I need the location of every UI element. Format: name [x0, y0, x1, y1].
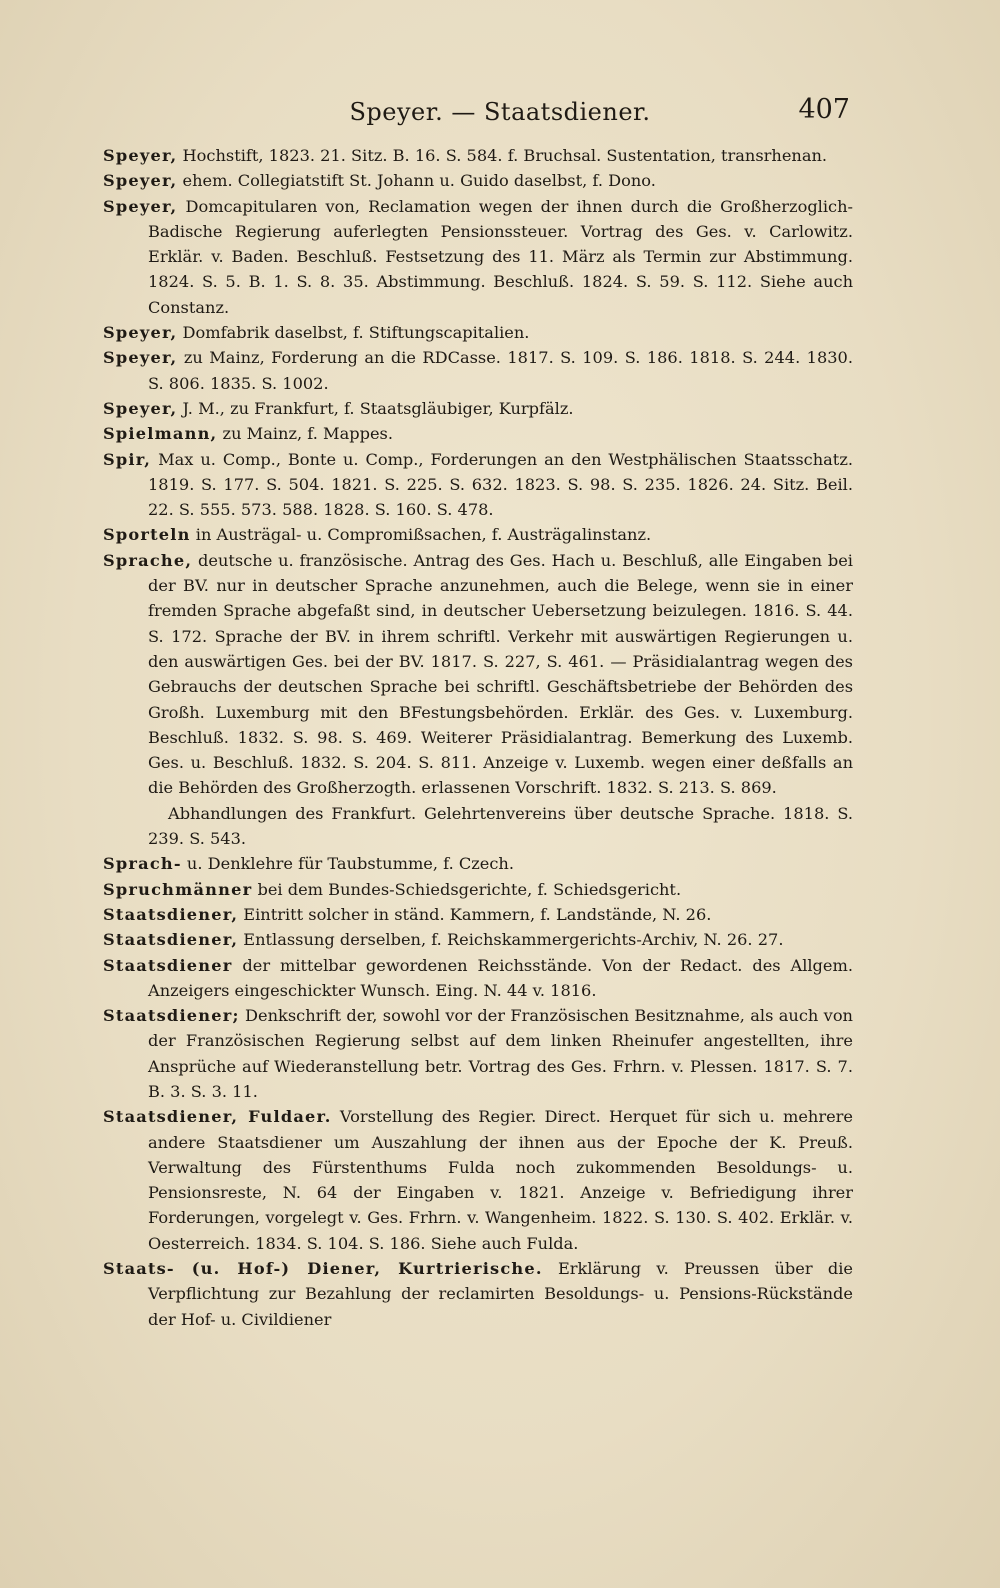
entry-text: Domfabrik daselbst, f. Stiftungscapitalien.	[177, 323, 530, 343]
entry-keyword: Speyer,	[103, 323, 178, 343]
index-entry	[103, 194, 853, 320]
entry-keyword: Sprach-	[103, 854, 182, 874]
entry-keyword: Spielmann,	[103, 424, 218, 444]
entry-text: zu Mainz, f. Mappes.	[217, 424, 393, 444]
index-entry	[103, 396, 853, 421]
page-number: 407	[798, 94, 850, 125]
entry-text: der mittelbar gewordenen Reichsstände. Von der Redact. des Allgem. Anzeigers eingeschickter Wunsch. Eing. N. 44 v. 1816.	[148, 955, 853, 1000]
entry-keyword: Spruchmänner	[103, 879, 253, 899]
index-entries	[103, 143, 853, 1332]
index-entry	[103, 320, 853, 345]
entry-keyword: Speyer,	[103, 171, 178, 191]
index-entry	[103, 902, 853, 927]
entry-text: in Austrägal- u. Compromißsachen, f. Austrägalinstanz.	[190, 525, 652, 545]
index-entry	[103, 548, 853, 852]
entry-text: Denkschrift der, sowohl vor der Französischen Besitznahme, als auch von der Französischen Regierung selbst auf dem linken Rheinufer angestellten, ihre Ansprüche auf Wiederanstellung betr. Vortrag des Ges. Frhrn. v. Plessen. 1817. S. 7. B. 3. S. 3. 11.	[148, 1006, 853, 1101]
index-entry	[103, 877, 853, 902]
entry-text: J. M., zu Frankfurt, f. Staatsgläubiger, Kurpfälz.	[177, 398, 574, 418]
index-entry	[103, 1104, 853, 1256]
entry-text: Vorstellung des Regier. Direct. Herquet für sich u. mehrere andere Staatsdiener um Auszahlung der ihnen aus der Epoche der K. Preuß. Verwaltung des Fürstenthums Fulda noch zukommenden Besoldungs- u. Pensionsreste, N. 64 der Eingaben v. 1821. Anzeige v. Befriedigung ihrer Forderungen, vorgelegt v. Ges. Frhrn. v. Wangenheim. 1822. S. 130. S. 402. Erklär. v. Oesterreich. 1834. S. 104. S. 186. Siehe auch Fulda.	[148, 1107, 853, 1253]
index-entry	[103, 168, 853, 193]
index-entry	[103, 927, 853, 952]
entry-text: Max u. Comp., Bonte u. Comp., Forderungen an den Westphälischen Staatsschatz. 1819. S. 177. S. 504. 1821. S. 225. S. 632. 1823. S. 98. S. 235. 1826. 24. Sitz. Beil. 22. S. 555. 573. 588. 1828. S. 160. S. 478.	[148, 449, 853, 520]
entry-text: Entlassung derselben, f. Reichskammergerichts-Archiv, N. 26. 27.	[238, 930, 784, 950]
index-entry	[103, 1003, 853, 1104]
entry-keyword: Staatsdiener;	[103, 1006, 240, 1026]
index-entry	[103, 143, 853, 168]
entry-keyword: Sporteln	[103, 525, 191, 545]
entry-keyword: Spir,	[103, 449, 152, 469]
entry-keyword: Staatsdiener, Fuldaer.	[103, 1107, 332, 1127]
entry-text: u. Denklehre für Taubstumme, f. Czech.	[181, 854, 515, 874]
index-entry	[103, 345, 853, 396]
entry-text: deutsche u. französische. Antrag des Ges. Hach u. Beschluß, alle Eingaben bei der BV. nur in deutscher Sprache anzunehmen, auch die Belege, wenn sie in einer fremden Sprache abgefaßt sind, in deutscher Uebersetzung beizulegen. 1816. S. 44. S. 172. Sprache der BV. in ihrem schriftl. Verkehr mit auswärtigen Regierungen u. den auswärtigen Ges. bei der BV. 1817. S. 227, S. 461. — Präsidialantrag wegen des Gebrauchs der deutschen Sprache bei schriftl. Geschäftsbetriebe der Behörden des Großh. Luxemburg mit den BFestungsbehörden. Erklär. des Ges. v. Luxemburg. Beschluß. 1832. S. 98. S. 469. Weiterer Präsidialantrag. Bemerkung des Luxemb. Ges. u. Beschluß. 1832. S. 204. S. 811. Anzeige v. Luxemb. wegen einer deßfalls an die Behörden des Großherzogth. erlassenen Vorschrift. 1832. S. 213. S. 869.	[148, 550, 853, 798]
running-header	[0, 92, 1000, 132]
entry-text: Domcapitularen von, Reclamation wegen der ihnen durch die Großherzoglich-Badische Regierung auferlegten Pensionssteuer. Vortrag des Ges. v. Carlowitz. Erklär. v. Baden. Beschluß. Festsetzung des 11. März als Termin zur Abstimmung. 1824. S. 5. B. 1. S. 8. 35. Abstimmung. Beschluß. 1824. S. 59. S. 112. Siehe auch Constanz.	[148, 196, 853, 317]
index-entry	[103, 1256, 853, 1332]
entry-text: Hochstift, 1823. 21. Sitz. B. 16. S. 584. f. Bruchsal. Sustentation, transrhenan.	[177, 146, 828, 165]
index-entry	[103, 851, 853, 876]
index-entry	[103, 447, 853, 523]
index-entry	[103, 953, 853, 1004]
entry-keyword: Staatsdiener,	[103, 930, 239, 950]
header-title: Speyer. — Staatsdiener.	[349, 98, 651, 126]
entry-subtext: Abhandlungen des Frankfurt. Gelehrtenvereins über deutsche Sprache. 1818. S. 239. S. 543.	[148, 803, 853, 849]
entry-keyword: Speyer,	[103, 146, 178, 165]
entry-keyword: Speyer,	[103, 398, 178, 418]
entry-text: zu Mainz, Forderung an die RDCasse. 1817. S. 109. S. 186. 1818. S. 244. 1830. S. 806. 1835. S. 1002.	[148, 348, 853, 393]
entry-keyword: Speyer,	[103, 196, 178, 216]
entry-text: Eintritt solcher in ständ. Kammern, f. Landstände, N. 26.	[238, 904, 712, 924]
entry-keyword: Staatsdiener	[103, 955, 233, 975]
index-entry	[103, 421, 853, 446]
entry-keyword: Staats- (u. Hof-) Diener, Kurtrierische.	[103, 1259, 543, 1279]
entry-keyword: Sprache,	[103, 550, 193, 570]
entry-keyword: Staatsdiener,	[103, 904, 239, 924]
entry-keyword: Speyer,	[103, 348, 178, 368]
index-entry	[103, 522, 853, 547]
entry-text: bei dem Bundes-Schiedsgerichte, f. Schiedsgericht.	[252, 879, 682, 899]
entry-text: Erklärung v. Preussen über die Verpflichtung zur Bezahlung der reclamirten Besoldungs- u. Pensions-Rückstände der Hof- u. Civildiener	[148, 1259, 853, 1329]
entry-text: ehem. Collegiatstift St. Johann u. Guido daselbst, f. Dono.	[177, 171, 656, 191]
